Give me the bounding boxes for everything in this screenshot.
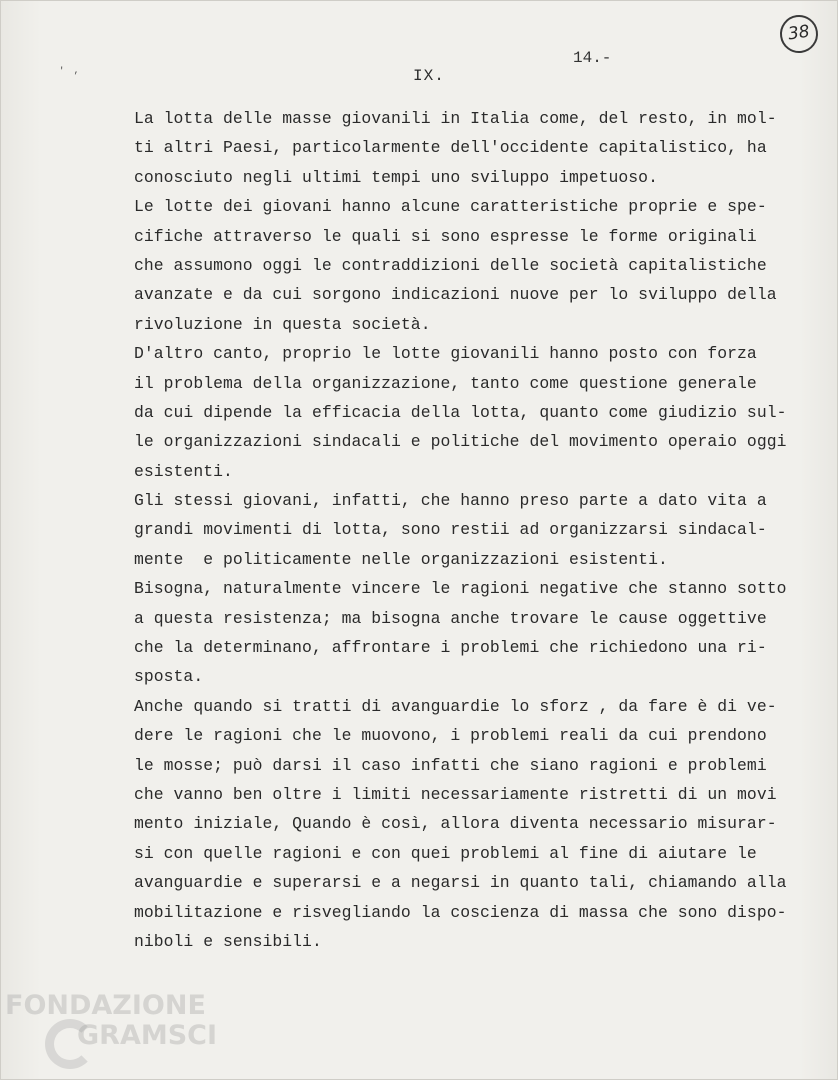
page-number: 14.- (573, 49, 612, 67)
watermark-line-1: FONDAZIONE (5, 990, 206, 1021)
section-heading: IX. (413, 67, 445, 85)
text-line: mente e politicamente nelle organizzazioni esistenti. (134, 549, 668, 569)
text-line: sposta. (134, 667, 204, 687)
punch-mark: ' , (59, 66, 82, 76)
text-line: le organizzazioni sindacali e politiche del movimento operaio oggi (134, 432, 787, 452)
text-line: dere le ragioni che le muovono, i problemi reali da cui prendono (134, 726, 767, 746)
text-line: ti altri Paesi, particolarmente dell'occidente capitalistico, ha (134, 138, 767, 158)
text-line: Anche quando si tratti di avanguardie lo sforz , da fare è di ve- (134, 696, 777, 716)
text-line: Le lotte dei giovani hanno alcune caratteristiche proprie e spe- (134, 197, 767, 217)
text-line: che la determinano, affrontare i problemi che richiedono una ri- (134, 638, 767, 658)
text-line: mento iniziale, Quando è così, allora diventa necessario misurar- (134, 814, 777, 834)
text-line: niboli e sensibili. (134, 931, 322, 951)
text-line: avanzate e da cui sorgono indicazioni nuove per lo sviluppo della (134, 285, 777, 305)
body-text (134, 104, 787, 956)
watermark-g-icon (45, 1019, 95, 1069)
text-line: che assumono oggi le contraddizioni delle società capitalistiche (134, 255, 767, 275)
text-line: si con quelle ragioni e con quei problemi al fine di aiutare le (134, 843, 757, 863)
text-line: avanguardie e superarsi e a negarsi in quanto tali, chiamando alla (134, 873, 787, 893)
text-line: conosciuto negli ultimi tempi uno sviluppo impetuoso. (134, 167, 658, 187)
archive-stamp-number: 38 (778, 13, 821, 56)
watermark-line-2: GRAMSCI (77, 1020, 218, 1051)
text-line: grandi movimenti di lotta, sono restii ad organizzarsi sindacal- (134, 520, 767, 540)
text-line: che vanno ben oltre i limiti necessariamente ristretti di un movi (134, 784, 777, 804)
text-line: da cui dipende la efficacia della lotta, quanto come giudizio sul- (134, 402, 787, 422)
text-line: le mosse; può darsi il caso infatti che siano ragioni e problemi (134, 755, 767, 775)
text-line: Bisogna, naturalmente vincere le ragioni negative che stanno sotto (134, 579, 787, 599)
text-line: rivoluzione in questa società. (134, 314, 431, 334)
text-line: La lotta delle masse giovanili in Italia come, del resto, in mol- (134, 109, 777, 128)
text-line: D'altro canto, proprio le lotte giovanili hanno posto con forza (134, 344, 757, 364)
text-line: cifiche attraverso le quali si sono espresse le forme originali (134, 226, 757, 246)
watermark-logo (5, 991, 217, 1051)
text-line: mobilitazione e risvegliando la coscienza di massa che sono dispo- (134, 902, 787, 922)
text-line: il problema della organizzazione, tanto come questione generale (134, 373, 757, 393)
text-line: esistenti. (134, 461, 233, 481)
text-line: a questa resistenza; ma bisogna anche trovare le cause oggettive (134, 608, 767, 628)
text-line: Gli stessi giovani, infatti, che hanno preso parte a dato vita a (134, 491, 767, 511)
